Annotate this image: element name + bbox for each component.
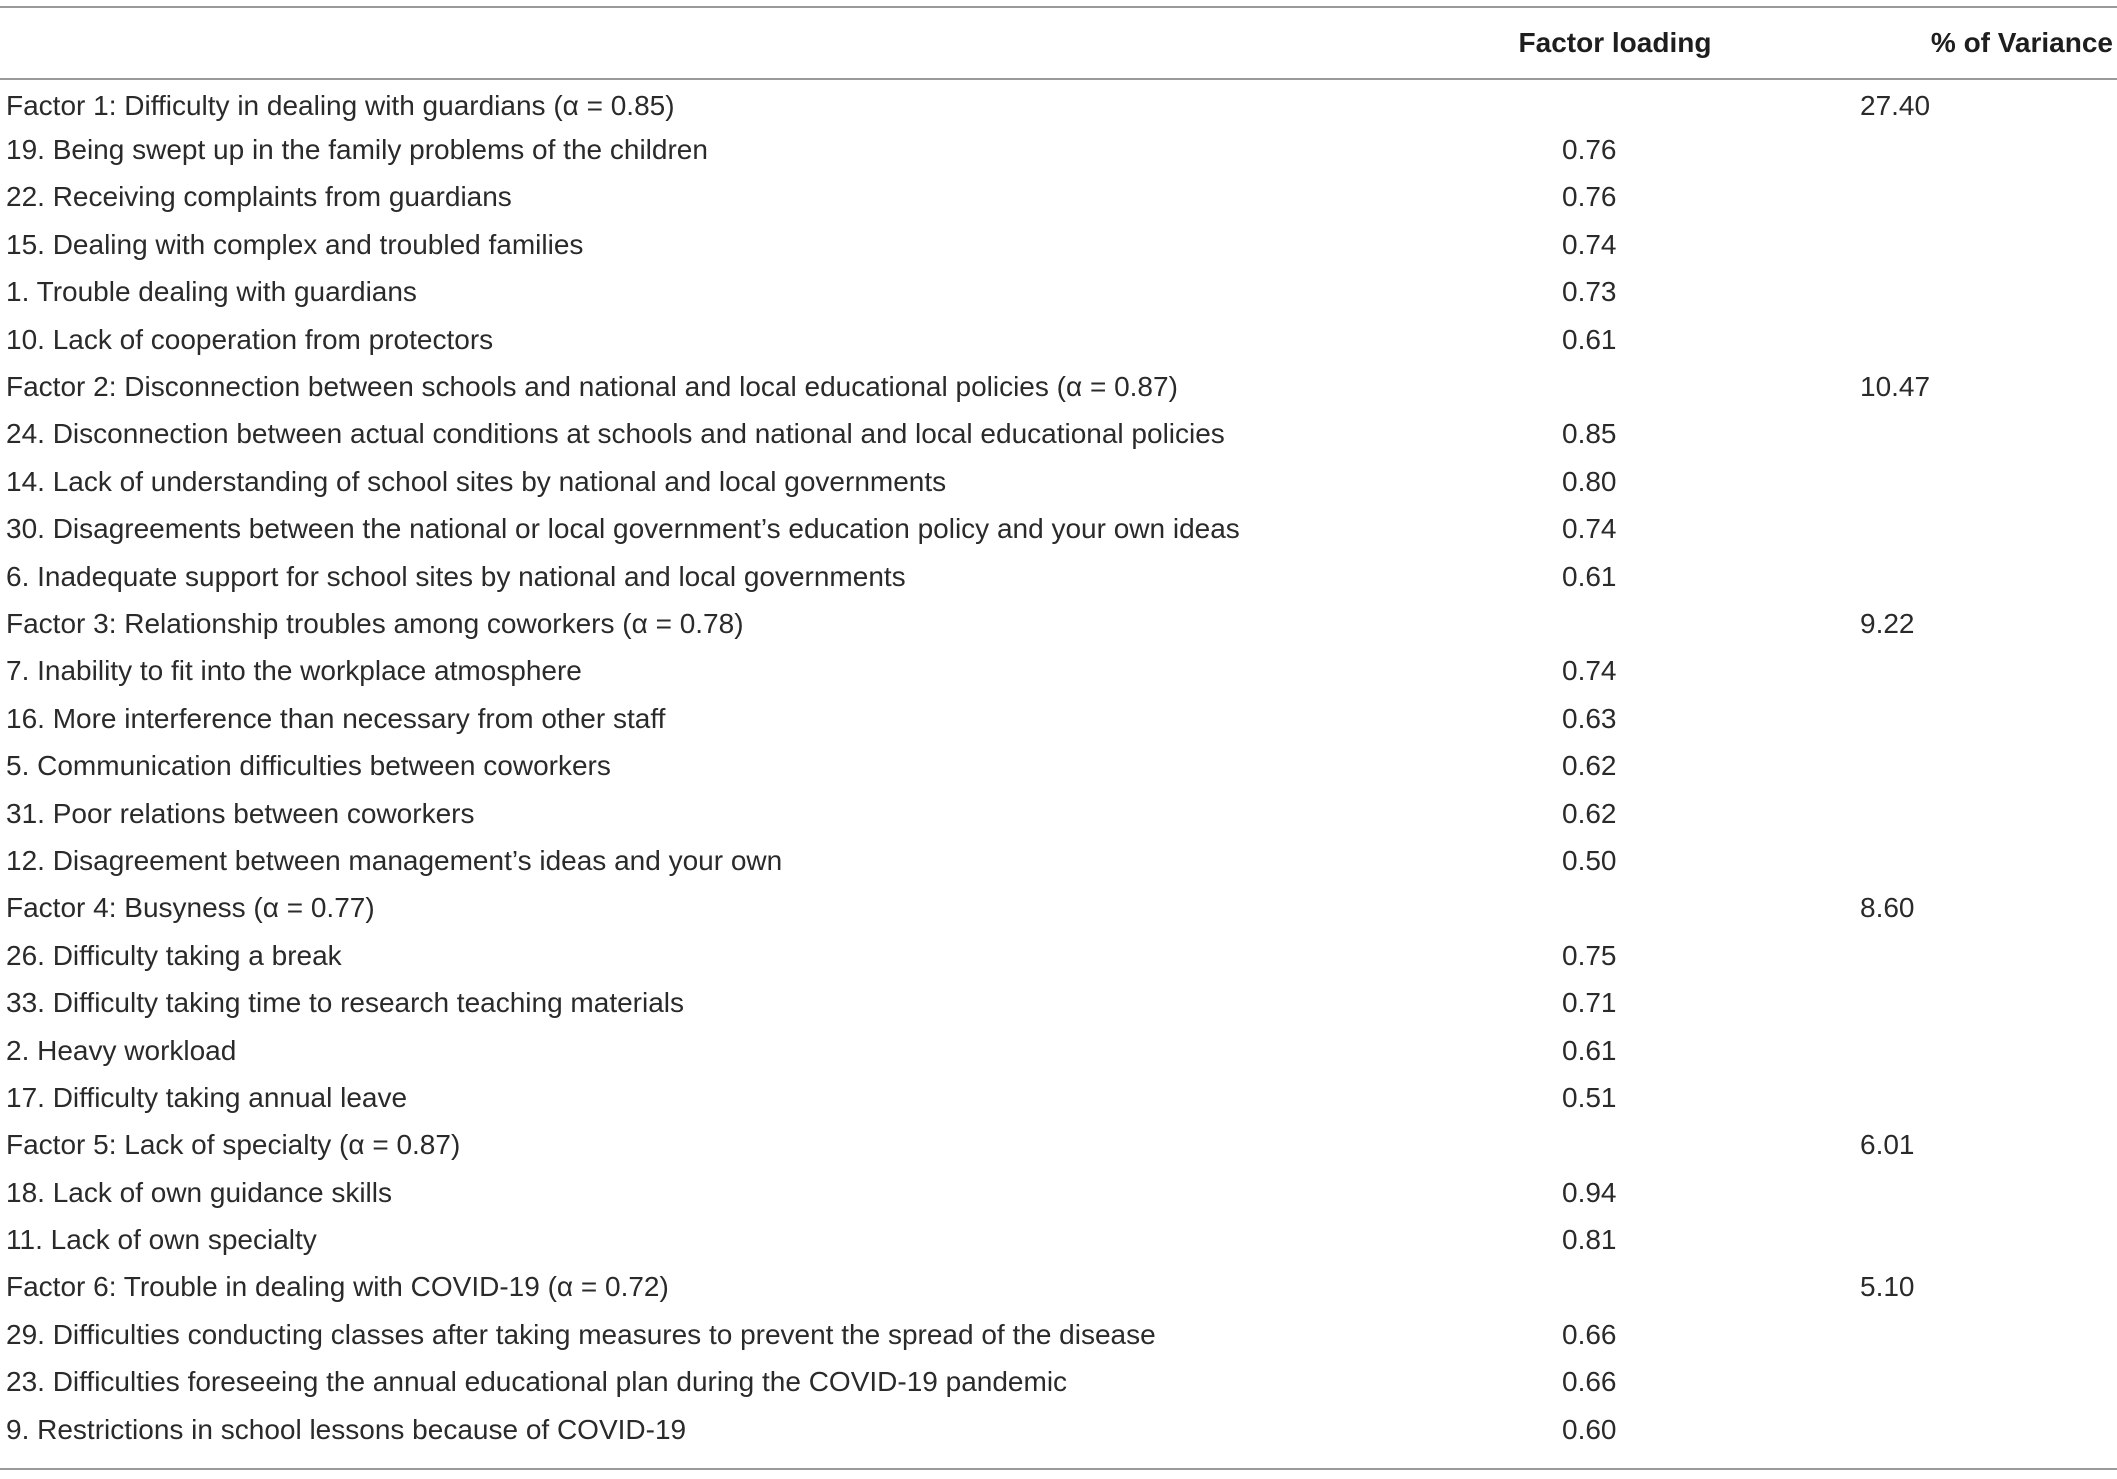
item-row: [0, 648, 2117, 695]
variance-value: 9.22: [1860, 607, 1915, 639]
item-label: 9. Restrictions in school lessons because of COVID-19: [6, 1413, 687, 1445]
factor-loading-value: 0.61: [1562, 560, 1617, 592]
factor-row: [0, 363, 2117, 410]
factor-label: Factor 4: Busyness (α = 0.77): [6, 892, 375, 924]
factor-label: Factor 5: Lack of specialty (α = 0.87): [6, 1129, 461, 1161]
variance-value: [1750, 221, 2117, 268]
item-row: [0, 458, 2117, 505]
variance-value: [1750, 506, 2117, 553]
item-label: 7. Inability to fit into the workplace atmosphere: [6, 655, 582, 687]
variance-value: [1750, 269, 2117, 316]
item-label: 33. Difficulty taking time to research teaching materials: [6, 987, 685, 1019]
variance-value: 27.40: [1860, 90, 1931, 122]
variance-value: [1750, 1169, 2117, 1216]
factor-loading-value: 0.63: [1562, 702, 1617, 734]
factor-label: Factor 1: Difficulty in dealing with guardians (α = 0.85): [6, 90, 675, 122]
item-label: 30. Disagreements between the national or local government’s education policy and your own ideas: [6, 513, 1240, 545]
header-row: [0, 7, 2117, 79]
factor-loading-value: 0.76: [1562, 181, 1617, 213]
variance-value: [1750, 1027, 2117, 1074]
variance-value: [1750, 932, 2117, 979]
item-label: 5. Communication difficulties between coworkers: [6, 750, 611, 782]
variance-value: [1750, 1074, 2117, 1121]
variance-value: [1750, 1311, 2117, 1358]
item-row: [0, 174, 2117, 221]
factor-loading-value: 0.62: [1562, 750, 1617, 782]
factor-loading-value: 0.60: [1562, 1413, 1617, 1445]
item-label: 22. Receiving complaints from guardians: [6, 181, 512, 213]
item-label: 10. Lack of cooperation from protectors: [6, 323, 494, 355]
item-row: [0, 837, 2117, 884]
variance-value: [1750, 411, 2117, 458]
item-label: 24. Disconnection between actual conditions at schools and national and local educational policies: [6, 418, 1225, 450]
item-label: 18. Lack of own guidance skills: [6, 1176, 392, 1208]
item-row: [0, 269, 2117, 316]
item-row: [0, 1074, 2117, 1121]
factor-table-container: [0, 6, 2117, 1453]
item-row: [0, 1216, 2117, 1263]
factor-loading-value: [1480, 1122, 1750, 1169]
variance-value: [1750, 1406, 2117, 1453]
item-label: 15. Dealing with complex and troubled families: [6, 228, 584, 260]
variance-value: [1750, 790, 2117, 837]
factor-loading-value: 0.80: [1562, 465, 1617, 497]
variance-value: [1750, 553, 2117, 600]
item-label: 16. More interference than necessary from other staff: [6, 702, 666, 734]
table-bottom-rule: [0, 1468, 2117, 1470]
factor-loading-table: [0, 6, 2117, 1453]
item-label: 12. Disagreement between management’s ideas and your own: [6, 844, 783, 876]
factor-loading-value: [1480, 363, 1750, 410]
item-label: 1. Trouble dealing with guardians: [6, 276, 417, 308]
factor-row: [0, 600, 2117, 647]
item-label: 19. Being swept up in the family problems of the children: [6, 134, 708, 166]
factor-loading-value: 0.74: [1562, 655, 1617, 687]
item-label: 23. Difficulties foreseeing the annual educational plan during the COVID-19 pandemic: [6, 1366, 1068, 1398]
header-item: [0, 7, 1480, 79]
factor-loading-value: 0.61: [1562, 323, 1617, 355]
item-label: 2. Heavy workload: [6, 1034, 237, 1066]
variance-value: [1750, 648, 2117, 695]
item-row: [0, 411, 2117, 458]
item-label: 14. Lack of understanding of school sites by national and local governments: [6, 465, 947, 497]
item-row: [0, 316, 2117, 363]
factor-loading-value: [1480, 885, 1750, 932]
item-row: [0, 1169, 2117, 1216]
item-row: [0, 553, 2117, 600]
table-body: [0, 79, 2117, 1453]
item-row: [0, 932, 2117, 979]
factor-loading-value: 0.50: [1562, 844, 1617, 876]
factor-loading-value: 0.94: [1562, 1176, 1617, 1208]
item-row: [0, 1359, 2117, 1406]
factor-loading-value: 0.66: [1562, 1366, 1617, 1398]
item-label: 17. Difficulty taking annual leave: [6, 1081, 408, 1113]
factor-loading-value: 0.51: [1562, 1081, 1617, 1113]
item-label: 29. Difficulties conducting classes after taking measures to prevent the spread of the disease: [6, 1318, 1156, 1350]
item-row: [0, 1311, 2117, 1358]
factor-loading-value: 0.74: [1562, 228, 1617, 260]
item-row: [0, 979, 2117, 1026]
factor-label: Factor 6: Trouble in dealing with COVID-19 (α = 0.72): [6, 1271, 669, 1303]
factor-row: [0, 1122, 2117, 1169]
variance-value: [1750, 1216, 2117, 1263]
item-row: [0, 1027, 2117, 1074]
factor-row: [0, 885, 2117, 932]
factor-loading-value: [1480, 79, 1750, 126]
factor-loading-value: [1480, 600, 1750, 647]
variance-value: [1750, 458, 2117, 505]
item-row: [0, 790, 2117, 837]
item-label: 11. Lack of own specialty: [6, 1224, 317, 1256]
variance-value: [1750, 979, 2117, 1026]
variance-value: [1750, 316, 2117, 363]
item-row: [0, 742, 2117, 789]
factor-loading-value: 0.75: [1562, 939, 1617, 971]
factor-loading-value: 0.76: [1562, 134, 1617, 166]
factor-loading-value: 0.66: [1562, 1318, 1617, 1350]
factor-loading-value: [1480, 1264, 1750, 1311]
variance-value: 8.60: [1860, 892, 1915, 924]
factor-loading-value: 0.73: [1562, 276, 1617, 308]
item-row: [0, 221, 2117, 268]
factor-loading-value: 0.85: [1562, 418, 1617, 450]
variance-value: [1750, 174, 2117, 221]
variance-value: [1750, 742, 2117, 789]
table-header: [0, 7, 2117, 79]
variance-value: 5.10: [1860, 1271, 1915, 1303]
item-label: 26. Difficulty taking a break: [6, 939, 342, 971]
item-row: [0, 1406, 2117, 1453]
item-label: 31. Poor relations between coworkers: [6, 797, 475, 829]
item-label: 6. Inadequate support for school sites by national and local governments: [6, 560, 906, 592]
header-factor-loading: Factor loading: [1480, 7, 1750, 79]
factor-loading-value: 0.61: [1562, 1034, 1617, 1066]
variance-value: [1750, 837, 2117, 884]
factor-loading-value: 0.81: [1562, 1224, 1617, 1256]
variance-value: 6.01: [1860, 1129, 1915, 1161]
factor-label: Factor 2: Disconnection between schools and national and local educational policies (α = 0.87): [6, 371, 1178, 403]
factor-row: [0, 1264, 2117, 1311]
item-row: [0, 506, 2117, 553]
header-percent-variance: % of Variance: [1750, 7, 2117, 79]
factor-label: Factor 3: Relationship troubles among coworkers (α = 0.78): [6, 607, 744, 639]
item-row: [0, 695, 2117, 742]
variance-value: [1750, 1359, 2117, 1406]
item-row: [0, 126, 2117, 173]
factor-loading-value: 0.62: [1562, 797, 1617, 829]
factor-row: [0, 79, 2117, 126]
variance-value: [1750, 695, 2117, 742]
variance-value: [1750, 126, 2117, 173]
variance-value: 10.47: [1860, 371, 1931, 403]
factor-loading-value: 0.71: [1562, 987, 1617, 1019]
factor-loading-value: 0.74: [1562, 513, 1617, 545]
